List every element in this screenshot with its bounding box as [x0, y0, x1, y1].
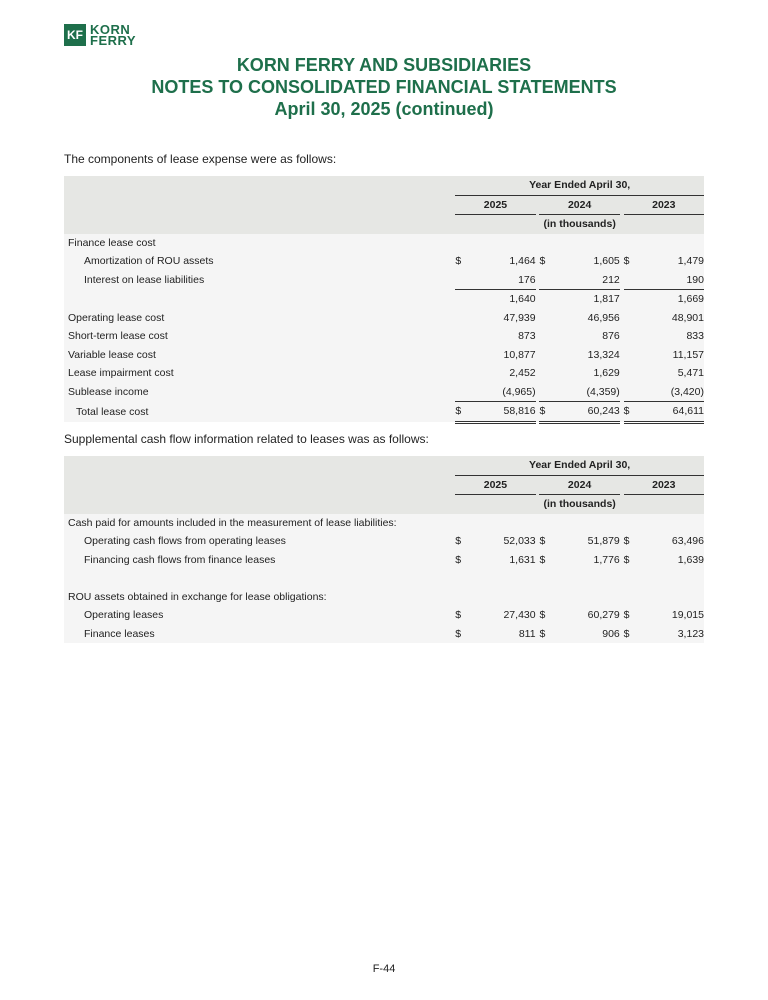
row-label: Finance leases [64, 625, 451, 644]
currency-symbol: $ [455, 402, 469, 423]
table-row [64, 290, 704, 309]
currency-symbol: $ [624, 252, 638, 271]
cell-value: 176 [469, 271, 536, 290]
table-row [64, 309, 704, 328]
cell-value: 1,817 [553, 290, 620, 309]
period-header: Year Ended April 30, [455, 176, 704, 195]
currency-symbol: $ [624, 402, 638, 423]
row-label: Total lease cost [64, 402, 451, 423]
cell-value: 10,877 [469, 346, 536, 365]
cell-value: 1,629 [553, 364, 620, 383]
currency-symbol: $ [624, 551, 638, 570]
table-row [64, 346, 704, 365]
cell-value: 27,430 [469, 606, 536, 625]
cell-value: 1,639 [637, 551, 704, 570]
year-header: 2024 [539, 195, 619, 215]
row-label: Financing cash flows from finance leases [64, 551, 451, 570]
cell-value: 48,901 [637, 309, 704, 328]
company-logo [64, 24, 136, 46]
cell-value: 47,939 [469, 309, 536, 328]
table-row [64, 234, 704, 253]
currency-symbol: $ [539, 532, 553, 551]
cell-value: 60,243 [553, 402, 620, 423]
table-row-total [64, 402, 704, 423]
cell-value: 876 [553, 327, 620, 346]
page-title [0, 54, 768, 120]
cell-value: 60,279 [553, 606, 620, 625]
cell-value: 212 [553, 271, 620, 290]
row-label: ROU assets obtained in exchange for lease obligations: [64, 588, 704, 607]
title-line2: NOTES TO CONSOLIDATED FINANCIAL STATEMENTS [151, 77, 617, 97]
row-label: Interest on lease liabilities [64, 271, 451, 290]
cell-value: (4,965) [469, 383, 536, 402]
year-header: 2023 [624, 475, 704, 495]
cell-value: 5,471 [637, 364, 704, 383]
currency-symbol: $ [539, 402, 553, 423]
cell-value: 190 [637, 271, 704, 290]
cell-value: (3,420) [637, 383, 704, 402]
cell-value: 873 [469, 327, 536, 346]
title-line1: KORN FERRY AND SUBSIDIARIES [236, 55, 532, 75]
currency-symbol: $ [455, 532, 469, 551]
currency-symbol: $ [455, 606, 469, 625]
currency-symbol: $ [624, 606, 638, 625]
currency-symbol: $ [539, 625, 553, 644]
table-row [64, 514, 704, 533]
table-row [64, 252, 704, 271]
currency-symbol: $ [455, 625, 469, 644]
table-row [64, 625, 704, 644]
cell-value: 63,496 [637, 532, 704, 551]
page-number: F-44 [372, 963, 396, 975]
table-row [64, 383, 704, 402]
spacer-row [64, 569, 704, 588]
table-row [64, 588, 704, 607]
row-label: Operating leases [64, 606, 451, 625]
table-header-years [64, 195, 704, 215]
currency-symbol: $ [455, 252, 469, 271]
row-label: Short-term lease cost [64, 327, 451, 346]
cell-value: 64,611 [637, 402, 704, 423]
table-header-units [64, 495, 704, 514]
table-header-period [64, 176, 704, 195]
intro-lease-expense: The components of lease expense were as follows: [64, 152, 337, 166]
logo-line1: KORN [90, 22, 131, 37]
row-label: Sublease income [64, 383, 451, 402]
cell-value: (4,359) [553, 383, 620, 402]
currency-symbol: $ [539, 551, 553, 570]
cell-value: 1,669 [637, 290, 704, 309]
cell-value: 11,157 [637, 346, 704, 365]
period-header: Year Ended April 30, [455, 456, 704, 475]
year-header: 2023 [624, 195, 704, 215]
currency-symbol: $ [539, 606, 553, 625]
cell-value: 2,452 [469, 364, 536, 383]
row-label: Amortization of ROU assets [64, 252, 451, 271]
cell-value: 811 [469, 625, 536, 644]
cell-value: 46,956 [553, 309, 620, 328]
cell-value: 52,033 [469, 532, 536, 551]
cell-value: 1,464 [469, 252, 536, 271]
row-label: Variable lease cost [64, 346, 451, 365]
lease-expense-table [64, 176, 704, 424]
row-label [64, 290, 451, 309]
cell-value: 19,015 [637, 606, 704, 625]
units-label: (in thousands) [455, 215, 704, 234]
currency-symbol: $ [455, 551, 469, 570]
currency-symbol: $ [539, 252, 553, 271]
table-row [64, 327, 704, 346]
cell-value: 833 [637, 327, 704, 346]
cell-value: 1,776 [553, 551, 620, 570]
year-header: 2025 [455, 195, 535, 215]
logo-line2: FERRY [90, 33, 137, 48]
currency-symbol: $ [624, 532, 638, 551]
table-header-period [64, 456, 704, 475]
cell-value: 1,640 [469, 290, 536, 309]
cell-value: 906 [553, 625, 620, 644]
currency-symbol: $ [624, 625, 638, 644]
logo-mark: KF [64, 24, 86, 46]
logo-text [90, 24, 136, 46]
cell-value: 13,324 [553, 346, 620, 365]
row-label: Finance lease cost [64, 234, 451, 253]
year-header: 2025 [455, 475, 535, 495]
row-label: Cash paid for amounts included in the measurement of lease liabilities: [64, 514, 704, 533]
cell-value: 1,605 [553, 252, 620, 271]
table-row [64, 551, 704, 570]
supplemental-cash-flow-table [64, 456, 704, 643]
cell-value: 51,879 [553, 532, 620, 551]
table-row [64, 532, 704, 551]
row-label: Operating lease cost [64, 309, 451, 328]
row-label: Operating cash flows from operating leases [64, 532, 451, 551]
table-header-years [64, 475, 704, 495]
cell-value: 1,479 [637, 252, 704, 271]
table-row [64, 606, 704, 625]
table-row [64, 271, 704, 290]
year-header: 2024 [539, 475, 619, 495]
cell-value: 3,123 [637, 625, 704, 644]
row-label: Lease impairment cost [64, 364, 451, 383]
units-label: (in thousands) [455, 495, 704, 514]
table-header-units [64, 215, 704, 234]
title-line3: April 30, 2025 (continued) [274, 99, 494, 119]
intro-supplemental-cash-flow: Supplemental cash flow information related to leases was as follows: [64, 432, 429, 446]
cell-value: 58,816 [469, 402, 536, 423]
cell-value: 1,631 [469, 551, 536, 570]
table-row [64, 364, 704, 383]
